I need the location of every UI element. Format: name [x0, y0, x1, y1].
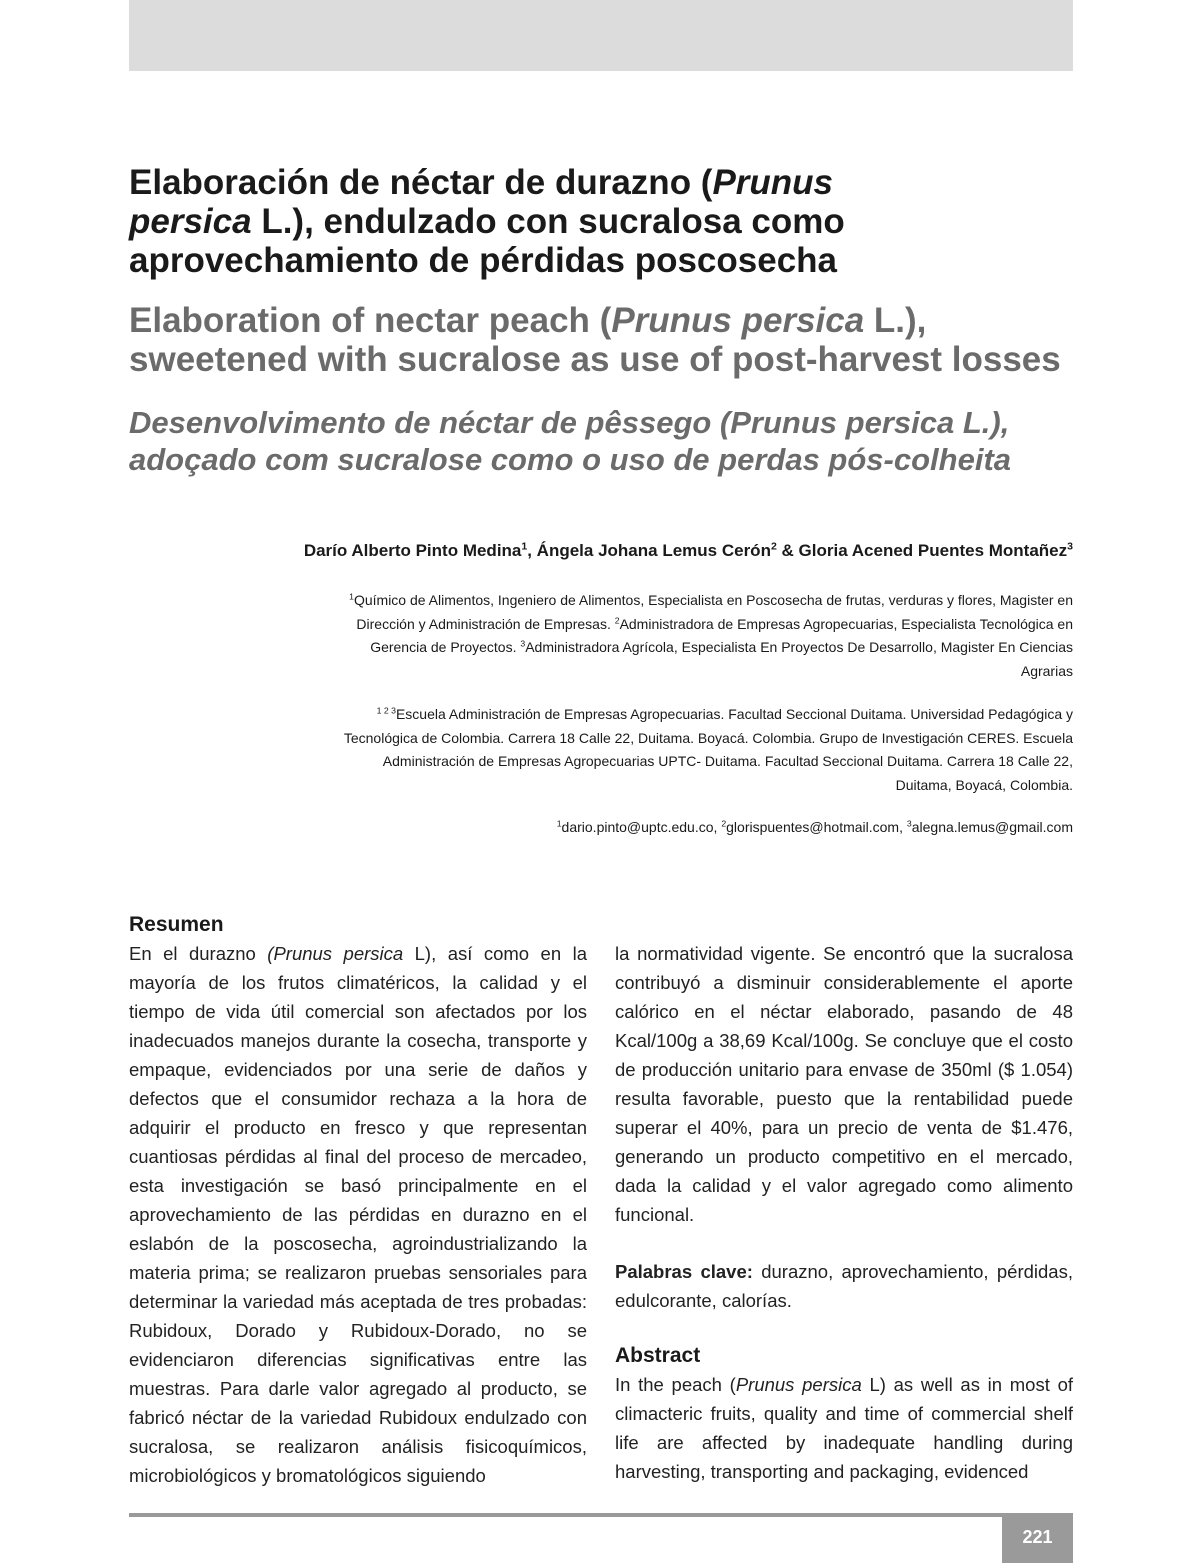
resumen-continuation: la normatividad vigente. Se encontró que la sucralosa contribuyó a disminuir considerablemente el aporte calórico en el néctar elaborado, pasando de 48 Kcal/100g a 38,69 Kcal/100g. Se concluye que el costo de producción unitario para envase de 350ml ($ 1.054) resulta favorable, puesto que la rentabilidad puede superar el 40%, para un precio de venta de $1.476, generando un producto competitivo en el mercado, dada la calidad y el valor agregado como alimento funcional. — [615, 943, 1073, 1225]
header-band — [129, 0, 1073, 71]
institution-text: Escuela Administración de Empresas Agropecuarias. Facultad Seccional Duitama. Universidad Pedagógica y Tecnológica de Colombia. Carrera 18 Calle 22, Duitama. Boyacá. Colombia. Grupo de Investigación CERES. Escuela Administración de Empresas Agropecuarias UPTC- Duitama. Facultad Seccional Duitama. Carrera 18 Calle 22, Duitama, Boyacá, Colombia. — [343, 706, 1073, 793]
author-list — [129, 540, 1073, 562]
title-block — [129, 163, 1073, 478]
title-portuguese: Desenvolvimento de néctar de pêssego (Prunus persica L.), adoçado com sucralose como o uso de perdas pós-colheita — [129, 405, 1012, 477]
affil-text-1: Químico de Alimentos, Ingeniero de Alimentos, Especialista en Poscosecha de frutas, verduras y flores, Magister en Dirección y Administración de Empresas. — [353, 592, 1073, 632]
left-column — [129, 911, 587, 1490]
page-number: 221 — [1002, 1513, 1073, 1563]
author-1: Darío Alberto Pinto Medina — [303, 541, 522, 560]
author-affiliations — [340, 589, 1073, 683]
author-3: & Gloria Acened Puentes Montañez — [776, 541, 1068, 560]
affil-sup-2: 2 — [614, 614, 620, 625]
affil-sup-3: 3 — [520, 638, 526, 649]
author-emails — [340, 816, 1073, 838]
keywords-text: durazno, aprovechamiento, pérdidas, edulcorante, calorías. — [615, 1261, 1073, 1311]
abstract-paragraph — [615, 1370, 1073, 1486]
email-1[interactable]: dario.pinto@uptc.edu.co, — [561, 819, 722, 835]
affil-sup-1: 1 — [349, 591, 354, 602]
email-sup-3: 3 — [906, 818, 912, 829]
email-3[interactable]: alegna.lemus@gmail.com — [911, 819, 1073, 835]
resumen-italic-1: (Prunus persica — [267, 943, 404, 964]
abstract-text-2: L) as well as in most of climacteric fruits, quality and time of commercial shelf life are affected by inadequate handling during harvesting, transporting and packaging, evidenced — [615, 1374, 1073, 1482]
title-es-text-3: L.), endulzado con sucralosa como aprovechamiento de pérdidas poscosecha — [129, 202, 845, 280]
title-es-italic-2: persica — [129, 202, 252, 241]
keywords-paragraph — [615, 1257, 1073, 1315]
title-spanish — [129, 163, 1073, 280]
resumen-text-2: L), así como en la mayoría de los frutos climatéricos, la calidad y el tiempo de vida útil comercial son afectados por los inadecuados manejos durante la cosecha, transporte y empaque, evidenciados por una serie de daños y defectos que el consumidor rechaza a la hora de adquirir el producto en fresco y que representan cuantiosas pérdidas al final del proceso de mercadeo, esta investigación se basó principalmente en el aprovechamiento de las pérdidas en durazno en el eslabón de la poscosecha, agroindustrializando la materia prima; se realizaron pruebas sensoriales para determinar la variedad más aceptada de tres probadas: Rubidoux, Dorado y Rubidoux-Dorado, no se evidenciaron diferencias significativas entre las muestras. Para darle valor agregado al producto, se fabricó néctar de la variedad Rubidoux endulzado con sucralosa, se realizaron análisis fisicoquímicos, microbiológicos y bromatológicos siguiendo — [129, 943, 587, 1486]
author-2: , Ángela Johana Lemus Cerón — [527, 541, 771, 560]
resumen-text-1: En el durazno — [129, 943, 268, 964]
resumen-heading: Resumen — [129, 913, 224, 936]
right-column — [615, 939, 1073, 1486]
footer-rule — [129, 1513, 1073, 1517]
abstract-text-1: In the peach ( — [615, 1374, 736, 1395]
email-sup-1: 1 — [556, 818, 562, 829]
title-english — [129, 301, 1073, 379]
institution-affiliation — [340, 703, 1073, 797]
resumen-paragraph — [129, 939, 587, 1490]
author-2-sup: 2 — [770, 540, 777, 553]
email-sup-2: 2 — [721, 818, 727, 829]
email-2[interactable]: glorispuentes@hotmail.com, — [726, 819, 907, 835]
institution-sup: 1 2 3 — [376, 705, 396, 716]
abstract-heading: Abstract — [615, 1344, 701, 1367]
title-en-text-2: L.), sweetened with sucralose as use of post-harvest losses — [129, 301, 1061, 379]
title-en-italic-1: Prunus persica — [611, 301, 865, 340]
title-en-text-1: Elaboration of nectar peach ( — [129, 301, 612, 340]
author-1-sup: 1 — [521, 540, 528, 553]
author-3-sup: 3 — [1067, 540, 1073, 553]
keywords-label: Palabras clave: — [615, 1261, 753, 1282]
affil-text-3: Administradora Agrícola, Especialista En Proyectos De Desarrollo, Magister En Ciencias Agrarias — [525, 639, 1073, 679]
abstract-italic-1: Prunus persica — [735, 1374, 862, 1395]
title-es-italic-1: Prunus — [712, 163, 834, 202]
affil-text-2: Administradora de Empresas Agropecuarias, Especialista Tecnológica en Gerencia de Proyectos. — [370, 615, 1073, 655]
title-es-text-1: Elaboración de néctar de durazno ( — [129, 163, 713, 202]
